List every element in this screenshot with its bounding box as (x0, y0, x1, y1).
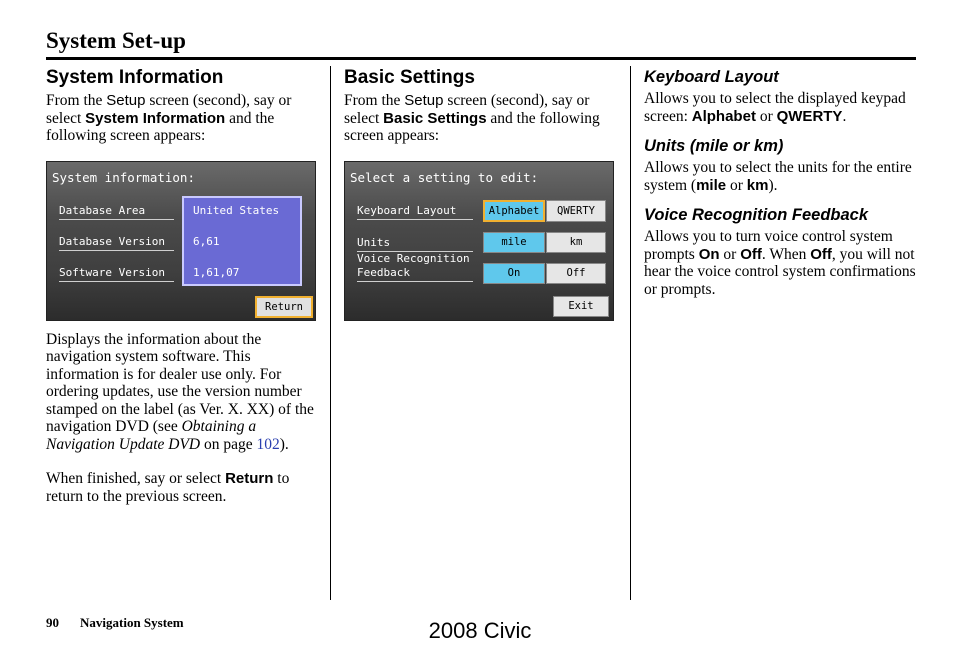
screen-row-keyboard-layout: Keyboard Layout (357, 204, 473, 220)
units-text: Allows you to select the units for the entire system (mile or km). (644, 159, 912, 194)
screen-row-software-version: Software Version (59, 266, 174, 282)
footer-label: Navigation System (80, 615, 184, 630)
system-information-section (46, 66, 318, 505)
system-information-intro: From the Setup screen (second), say or select System Information and the following screen appears: (46, 92, 292, 144)
screen-row-units: Units (357, 236, 473, 252)
screen-alphabet-button: Alphabet (483, 200, 545, 222)
system-information-heading: System Information (46, 67, 224, 88)
page-number: 90 (46, 615, 59, 630)
screen-row-database-version: Database Version (59, 235, 174, 251)
page-link[interactable]: 102 (256, 435, 280, 453)
voice-feedback-text: Allows you to turn voice control system prompts On or Off. When Off, you will not hear the voice control system confirmations or prompts. (644, 228, 916, 298)
screen-qwerty-button: QWERTY (546, 200, 606, 222)
basic-settings-section (344, 66, 620, 321)
screen-title: Select a setting to edit: (350, 169, 539, 185)
keyboard-layout-heading: Keyboard Layout (644, 68, 779, 86)
basic-settings-screenshot (344, 161, 614, 321)
basic-settings-heading: Basic Settings (344, 67, 475, 88)
screen-exit-button: Exit (553, 296, 609, 317)
system-information-screenshot (46, 161, 316, 321)
screen-row-database-area: Database Area (59, 204, 174, 220)
screen-mile-button: mile (483, 232, 545, 253)
screen-row-voice-recognition: Voice Recognition (357, 251, 470, 265)
screen-value-software-version: 1,61,07 (193, 265, 240, 279)
units-heading: Units (mile or km) (644, 137, 784, 155)
keyboard-layout-text: Allows you to select the displayed keypad screen: Alphabet or QWERTY. (644, 90, 906, 125)
screen-value-database-area: United States (193, 203, 280, 217)
page-title: System Set-up (46, 28, 186, 53)
screen-value-database-version: 6,61 (193, 234, 220, 248)
screen-on-button: On (483, 263, 545, 284)
watermark: 2008 Civic (428, 618, 532, 643)
basic-settings-intro: From the Setup screen (second), say or select Basic Settings and the following screen appears: (344, 92, 600, 144)
screen-off-button: Off (546, 263, 606, 284)
screen-row-feedback: Feedback (357, 266, 473, 282)
column-divider (330, 66, 331, 600)
settings-options-section (644, 66, 920, 298)
title-rule (46, 57, 916, 60)
screen-title: System information: (52, 169, 195, 185)
return-instruction: When finished, say or select Return to return to the previous screen. (46, 470, 290, 505)
column-divider (630, 66, 631, 600)
voice-feedback-heading: Voice Recognition Feedback (644, 206, 869, 224)
screen-km-button: km (546, 232, 606, 253)
screen-return-button: Return (255, 296, 313, 318)
system-information-description: Displays the information about the navigation system software. This information is for dealer use only. For ordering updates, use the version number stamped on the label (as Ver. X. XX) of the navigation DVD (see Obtaining a Navigation Update DVD on page 102). (46, 330, 314, 453)
